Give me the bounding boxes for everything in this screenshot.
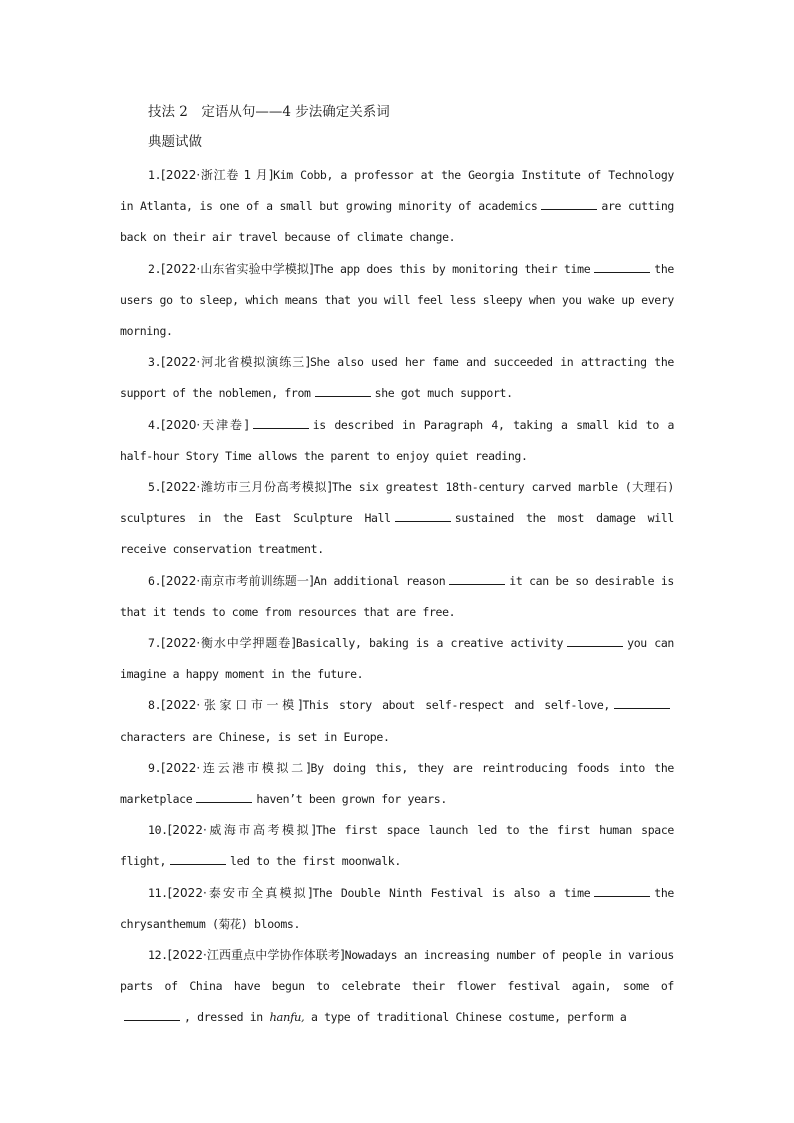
- question-number: 6.: [148, 573, 162, 588]
- question-item: [120, 628, 674, 690]
- question-number: 4.: [148, 417, 162, 432]
- question-text: led to the first moonwalk.: [230, 854, 401, 869]
- question-source: [2022·威海市高考模拟]: [167, 823, 316, 838]
- answer-blank[interactable]: [315, 384, 371, 397]
- answer-blank[interactable]: [449, 572, 505, 585]
- question-source: [2020·天津卷]: [161, 417, 249, 432]
- question-source: [2022·张家口市一模]: [161, 698, 303, 713]
- question-text: you can imagine a happy moment in the future.: [120, 636, 675, 682]
- question-text: a type of traditional Chinese costume, perform a: [310, 1010, 627, 1025]
- answer-blank[interactable]: [614, 696, 670, 709]
- question-source: [2022·南京市考前训练题一]: [161, 573, 314, 588]
- question-source: [2022·连云港市模拟二]: [161, 760, 311, 775]
- answer-blank[interactable]: [196, 790, 252, 803]
- question-text: is described in Paragraph 4, taking a small kid to a half-hour Story Time allows the parent to enjoy quiet reading.: [120, 417, 675, 463]
- question-item: [120, 347, 674, 409]
- question-text: characters are Chinese, is set in Europe.: [120, 729, 390, 744]
- answer-blank[interactable]: [395, 509, 451, 522]
- question-text: The Double Ninth Festival is also a time: [312, 885, 591, 900]
- question-number: 2.: [148, 261, 162, 276]
- question-text: it can be so desirable is that it tends to come from resources that are free.: [120, 573, 674, 619]
- question-item: [120, 815, 674, 877]
- question-number: 10.: [148, 823, 168, 838]
- question-item: [120, 878, 674, 940]
- question-text: An additional reason: [313, 573, 446, 588]
- question-source: [2022·江西重点中学协作体联考]: [167, 948, 345, 963]
- answer-blank[interactable]: [594, 884, 650, 897]
- question-text: The app does this by monitoring their time: [313, 261, 591, 276]
- question-source: [2022·衡水中学押题卷]: [161, 636, 296, 651]
- question-text: are cutting back on their air travel because of climate change.: [120, 199, 674, 245]
- question-text: the chrysanthemum (菊花) blooms.: [120, 885, 674, 931]
- question-number: 9.: [148, 760, 162, 775]
- question-number: 1.: [148, 168, 162, 182]
- question-text: the users go to sleep, which means that you will feel less sleepy when you wake up every morning.: [120, 261, 674, 339]
- question-item: [120, 566, 674, 628]
- question-item: [120, 254, 674, 348]
- question-text: This story about self-respect and self-love,: [302, 698, 610, 713]
- question-item: [120, 940, 674, 1034]
- question-item: [120, 160, 674, 254]
- question-text: The first space launch led to the first human space flight,: [120, 823, 674, 869]
- question-source: [2022·浙江卷 1 月]: [161, 168, 274, 182]
- question-text: Kim Cobb, a professor at the Georgia Institute of Technology in Atlanta, is one of a small but growing minority of academics: [120, 168, 675, 214]
- question-text: Nowadays an increasing number of people in various parts of China have begun to celebrate their flower festival again, some of: [120, 948, 675, 994]
- answer-blank[interactable]: [124, 1008, 180, 1021]
- answer-blank[interactable]: [541, 197, 597, 210]
- question-text: Basically, baking is a creative activity: [295, 636, 564, 651]
- question-number: 11.: [148, 885, 168, 900]
- section-subtitle: 典题试做: [148, 134, 202, 150]
- answer-blank[interactable]: [594, 260, 650, 273]
- question-item: [120, 410, 674, 472]
- question-text: By doing this, they are reintroducing foods into the marketplace: [120, 760, 675, 807]
- question-text: She also used her fame and succeeded in attracting the support of the noblemen, from: [120, 355, 674, 401]
- answer-blank[interactable]: [170, 852, 226, 865]
- question-number: 3.: [148, 355, 162, 370]
- question-text: , dressed in: [184, 1010, 263, 1025]
- question-item: [120, 753, 674, 815]
- question-number: 12.: [148, 948, 168, 963]
- question-item: [120, 472, 674, 566]
- answer-blank[interactable]: [567, 634, 623, 647]
- question-item: [120, 690, 674, 752]
- document-page: [120, 100, 674, 1034]
- question-source: [2022·泰安市全真模拟]: [167, 885, 313, 900]
- question-source: [2022·山东省实验中学模拟]: [161, 261, 314, 276]
- question-source: [2022·河北省模拟演练三]: [161, 355, 310, 370]
- question-number: 8.: [148, 698, 162, 713]
- question-number: 5.: [148, 480, 162, 495]
- italic-term: hanfu,: [269, 1010, 305, 1025]
- question-text: she got much support.: [374, 386, 513, 401]
- question-text: haven’t been grown for years.: [256, 792, 447, 807]
- question-source: [2022·潍坊市三月份高考模拟]: [161, 480, 332, 495]
- answer-blank[interactable]: [253, 416, 309, 429]
- question-number: 7.: [148, 636, 162, 651]
- section-title: 技法 2 定语从句——4 步法确定关系词: [148, 104, 390, 120]
- question-text: The six greatest 18th-century carved marble (大理石) sculptures in the East Sculpture Hall: [120, 480, 675, 526]
- question-text: sustained the most damage will receive conservation treatment.: [120, 511, 674, 557]
